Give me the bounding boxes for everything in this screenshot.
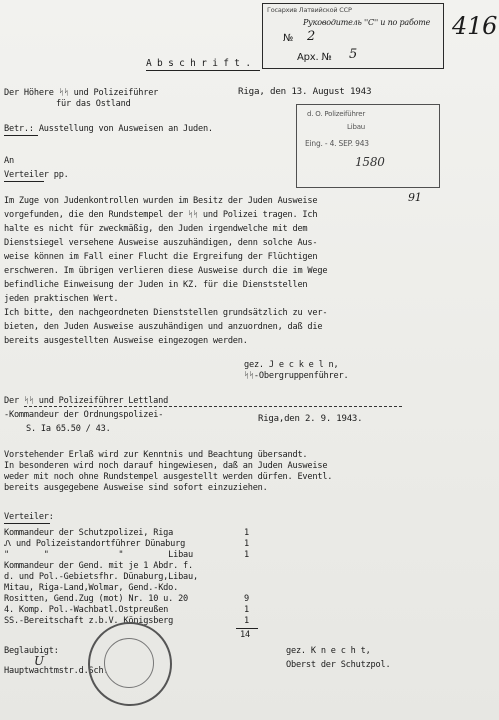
distribution-item: Rositten, Gend.Zug (mot) Nr. 10 u. 20 — [4, 594, 189, 604]
second-sender-line1: Der ᛋᛋ und Polizeiführer Lettland — [4, 396, 169, 406]
body-line-11: bereits ausgestellten Ausweise eingezogen werden. — [4, 336, 248, 346]
received-stamp-line2: Libau — [347, 123, 366, 131]
certified-rank: Hauptwachtmstr.d.Sch. — [4, 666, 109, 676]
signature2-rank: Oberst der Schutzpol. — [286, 660, 391, 670]
received-stamp-line3: Eing. - 4. SEP. 943 — [305, 139, 369, 148]
body-line-2: vorgefunden, die den Rundstempel der ᛋᛋ und Polizei tragen. Ich — [4, 210, 318, 220]
body-line-6: erschweren. Im übrigen verlieren diese Ausweise durch die im Wege — [4, 266, 328, 276]
archive-no-value: 2 — [307, 29, 316, 44]
round-seal-stamp — [88, 622, 172, 706]
archive-stamp — [262, 3, 444, 69]
second-place-date: Riga,den 2. 9. 1943. — [258, 414, 363, 424]
document-heading: A b s c h r i f t . — [146, 58, 251, 69]
body-line-8: jeden praktischen Wert. — [4, 294, 119, 304]
distribution-count: 1 — [244, 616, 249, 626]
forward-line-2: In besonderen wird noch darauf hingewiesen, daß an Juden Ausweise — [4, 461, 328, 471]
distribution-item: d. und Pol.-Gebietsfhr. Dünaburg,Libau, — [4, 572, 198, 582]
margin-mark: 91 — [408, 191, 422, 204]
distribution-count: 1 — [244, 539, 249, 549]
received-stamp-line1: d. O. Polizeiführer — [307, 110, 366, 118]
round-seal-inner-ring — [104, 638, 154, 688]
second-sender-line3: S. Ia 65.50 / 43. — [26, 424, 111, 434]
body-line-5: weise können im Fall einer Flucht die Ergreifung der Flüchtigen — [4, 252, 318, 262]
sender-line1: Der Höhere ᛋᛋ und Polizeiführer — [4, 88, 159, 98]
archive-no-label: № — [283, 33, 294, 44]
distribution-count: 1 — [244, 605, 249, 615]
distribution-count: 1 — [244, 528, 249, 538]
certified-initials: U — [34, 654, 44, 668]
body-line-10: bieten, den Juden Ausweise auszuhändigen und anzuordnen, daß die — [4, 322, 323, 332]
distribution-item: Kommandeur der Schutzpolizei, Riga — [4, 528, 174, 538]
distribution-count: 1 — [244, 550, 249, 560]
sender-line2: für das Ostland — [56, 99, 131, 109]
body-line-9: Ich bitte, den nachgeordneten Dienststellen grundsätzlich zu ver- — [4, 308, 328, 318]
subject-line: Betr.: Ausstellung von Ausweisen an Juden. — [4, 124, 213, 134]
signature1-rank: ᛋᛋ-Obergruppenführer. — [244, 371, 349, 381]
second-sender-line2: -Kommandeur der Ordnungspolizei- — [4, 410, 164, 420]
archive-stamp-line2: Руководитель ''С'' и по работе — [303, 18, 431, 27]
distribution-item: Ꮑ und Polizeistandortführer Dünaburg — [4, 539, 186, 549]
forward-line-3: weder mit noch ohne Rundstempel ausgestellt werden dürfen. Eventl. — [4, 472, 333, 482]
signature2-name: gez. K n e c h t, — [286, 646, 371, 656]
forward-line-1: Vorstehender Erlaß wird zur Kenntnis und Beachtung übersandt. — [4, 450, 308, 460]
distribution-total-underline — [236, 628, 258, 629]
distribution-item: Mitau, Riga-Land,Wolmar, Gend.-Kdo. — [4, 583, 179, 593]
distribution-underline — [4, 523, 50, 524]
distribution-item: SS.-Bereitschaft z.b.V. Königsberg — [4, 616, 174, 626]
signature1-name: gez. J e c k e l n, — [244, 360, 339, 370]
address-line1: An — [4, 156, 14, 166]
body-line-1: Im Zuge von Judenkontrollen wurden im Besitz der Juden Ausweise — [4, 196, 318, 206]
distribution-item: Kommandeur der Gend. mit je 1 Abdr. f. — [4, 561, 194, 571]
received-stamp — [296, 104, 440, 188]
received-stamp-line4: 1580 — [355, 155, 385, 169]
place-date: Riga, den 13. August 1943 — [238, 86, 372, 97]
certified-label: Beglaubigt: — [4, 646, 59, 656]
archive-arch-value: 5 — [349, 47, 358, 62]
subject-underline — [4, 135, 38, 136]
distribution-label: Verteiler: — [4, 512, 54, 522]
body-line-3: halte es nicht für zweckmäßig, den Juden irgendwelche mit dem — [4, 224, 308, 234]
address-line2: Verteiler pp. — [4, 170, 69, 180]
archive-stamp-line1: Госархив Латвийской ССР — [267, 6, 352, 14]
page-number: 416 — [452, 12, 498, 40]
distribution-item: 4. Komp. Pol.-Wachbatl.Ostpreußen — [4, 605, 169, 615]
body-line-7: befindliche Einweisung der Juden in KZ. für die Dienststellen — [4, 280, 308, 290]
body-line-4: Dienstsiegel versehene Ausweise auszuhändigen, denn solche Aus- — [4, 238, 318, 248]
distribution-count: 9 — [244, 594, 249, 604]
distribution-item: " " " Libau — [4, 550, 194, 560]
heading-underline — [146, 70, 260, 71]
archive-arch-label: Арх. № — [297, 52, 332, 63]
distribution-total: 14 — [240, 630, 250, 640]
forward-line-4: bereits ausgegebene Ausweise sind sofort einzuziehen. — [4, 483, 268, 493]
address-underline — [4, 181, 44, 182]
